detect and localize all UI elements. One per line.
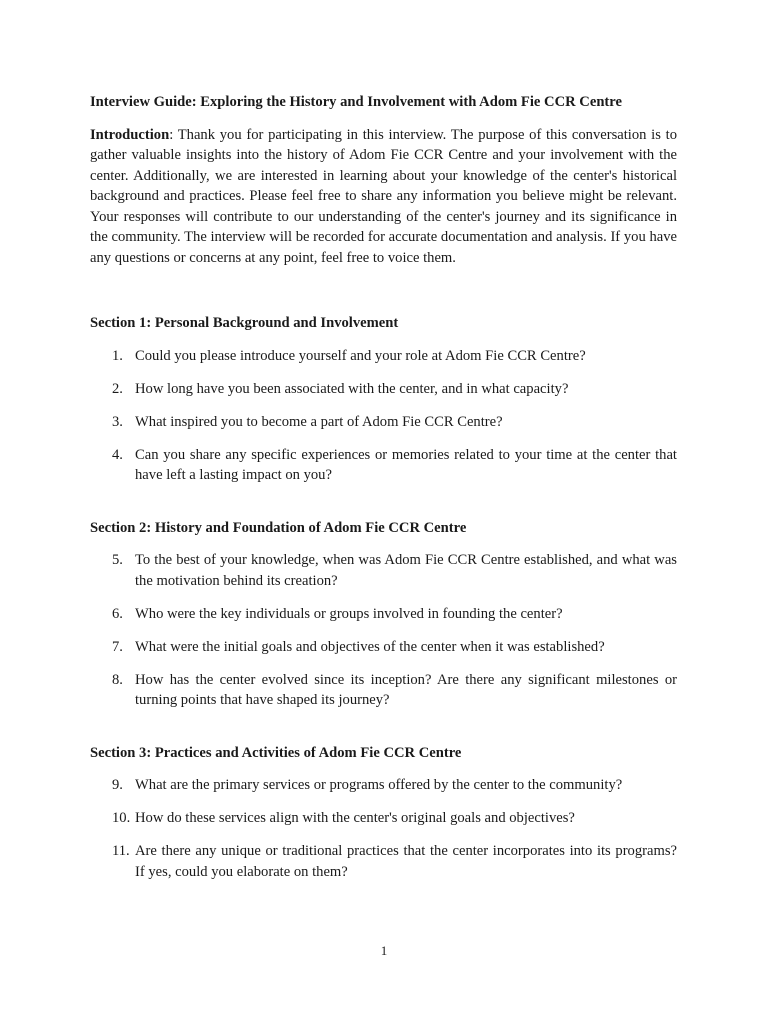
section-3 bbox=[90, 743, 677, 883]
question-text: Could you please introduce yourself and your role at Adom Fie CCR Centre? bbox=[135, 347, 586, 364]
introduction-label: Introduction bbox=[90, 126, 170, 143]
question-text: What inspired you to become a part of Adom Fie CCR Centre? bbox=[135, 413, 503, 430]
list-item bbox=[90, 604, 677, 625]
question-number: 5. bbox=[112, 552, 123, 568]
question-text: How has the center evolved since its inception? Are there any significant milestones or turning points that have shaped its journey? bbox=[135, 671, 677, 708]
list-item bbox=[90, 379, 677, 400]
list-item bbox=[90, 808, 677, 829]
document-page bbox=[90, 92, 677, 895]
document-title: Interview Guide: Exploring the History and Involvement with Adom Fie CCR Centre bbox=[90, 94, 622, 110]
question-number: 4. bbox=[112, 446, 123, 463]
question-number: 7. bbox=[112, 638, 123, 655]
section-1 bbox=[90, 313, 677, 486]
list-item bbox=[90, 637, 677, 658]
section-heading: Section 1: Personal Background and Involvement bbox=[90, 315, 399, 331]
question-number: 8. bbox=[112, 671, 123, 688]
question-text: Can you share any specific experiences or memories related to your time at the center that have left a lasting impact on you? bbox=[135, 446, 677, 483]
list-item bbox=[90, 412, 677, 433]
page-number: 1 bbox=[380, 943, 388, 958]
question-number: 9. bbox=[112, 777, 123, 793]
question-list bbox=[90, 346, 677, 486]
section-2 bbox=[90, 518, 677, 711]
list-item bbox=[90, 445, 677, 486]
question-number: 3. bbox=[112, 413, 123, 430]
introduction-paragraph bbox=[90, 125, 677, 269]
question-number: 10. bbox=[112, 810, 131, 826]
question-list bbox=[90, 775, 677, 882]
question-text: How long have you been associated with the center, and in what capacity? bbox=[135, 380, 569, 397]
question-number: 11. bbox=[112, 843, 130, 859]
list-item bbox=[90, 775, 677, 796]
list-item bbox=[90, 550, 677, 591]
list-item bbox=[90, 841, 677, 882]
question-number: 2. bbox=[112, 380, 123, 397]
list-item bbox=[90, 670, 677, 711]
question-text: Are there any unique or traditional practices that the center incorporates into its programs? If yes, could you elaborate on them? bbox=[135, 843, 677, 880]
section-heading: Section 2: History and Foundation of Adom Fie CCR Centre bbox=[90, 519, 467, 536]
question-number: 6. bbox=[112, 605, 123, 622]
question-text: Who were the key individuals or groups involved in founding the center? bbox=[135, 605, 563, 622]
question-text: What are the primary services or programs offered by the center to the community? bbox=[135, 777, 623, 793]
question-text: How do these services align with the center's original goals and objectives? bbox=[135, 810, 575, 826]
introduction-text: : Thank you for participating in this interview. The purpose of this conversation is to gather valuable insights into the history of Adom Fie CCR Centre and your involvement with the center. Additionally, we are interested in learning about your knowledge of the center's historical background and practices. Please feel free to share any information you believe might be relevant. Your responses will contribute to our understanding of the center's journey and its significance in the community. The interview will be recorded for accurate documentation and analysis. If you have any questions or concerns at any point, feel free to voice them. bbox=[90, 126, 677, 266]
question-list bbox=[90, 550, 677, 711]
question-number: 1. bbox=[112, 347, 123, 364]
list-item bbox=[90, 346, 677, 367]
question-text: To the best of your knowledge, when was Adom Fie CCR Centre established, and what was the motivation behind its creation? bbox=[135, 552, 677, 589]
section-heading: Section 3: Practices and Activities of Adom Fie CCR Centre bbox=[90, 744, 462, 761]
question-text: What were the initial goals and objectives of the center when it was established? bbox=[135, 638, 605, 655]
